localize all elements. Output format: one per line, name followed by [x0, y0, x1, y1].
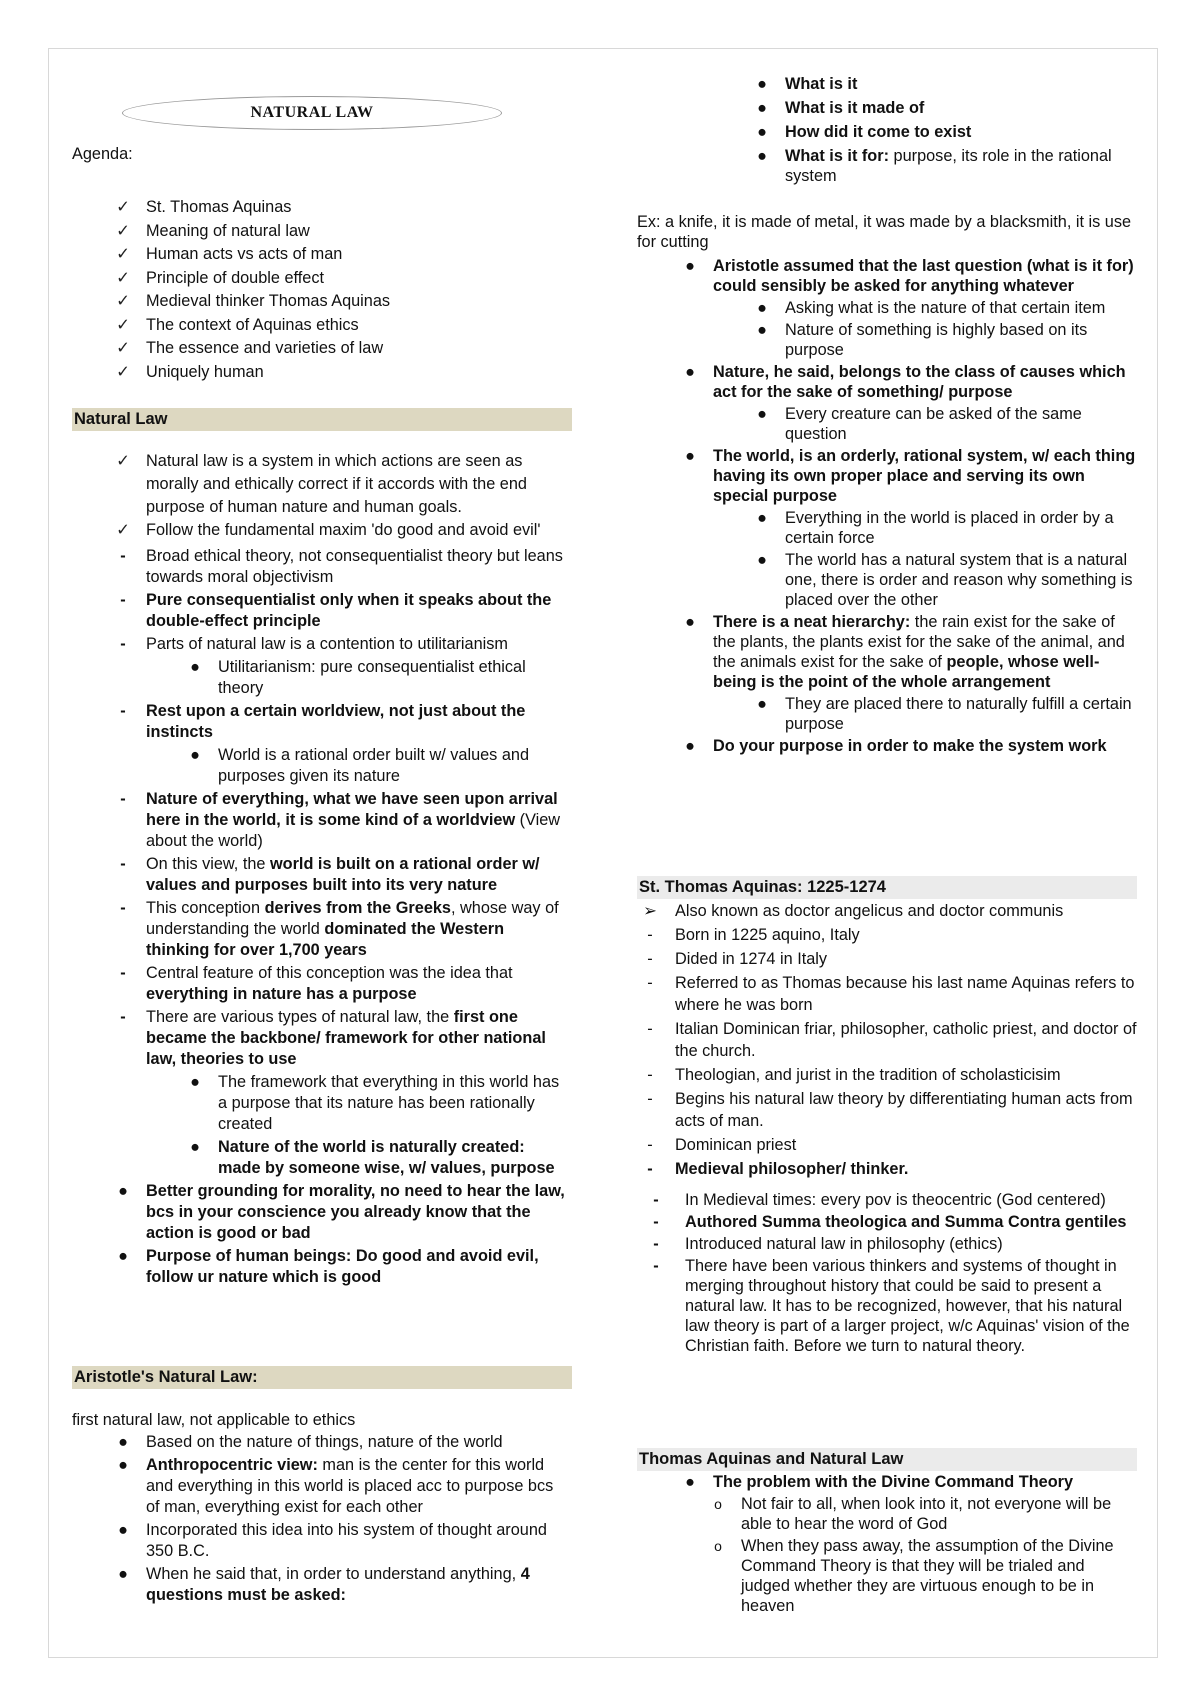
agenda-item: ✓ Uniquely human	[146, 361, 566, 385]
check-icon: ✓	[116, 292, 130, 310]
check-icon: ✓	[116, 339, 130, 357]
agenda-item: ✓ Medieval thinker Thomas Aquinas	[146, 290, 566, 314]
circle-bullet-icon: o	[714, 1496, 722, 1512]
list-item: ● What is it for: purpose, its role in the rational system	[785, 146, 1137, 186]
list-item: ● The problem with the Divine Command Theory	[713, 1472, 1137, 1492]
agenda-label: Agenda:	[72, 145, 133, 163]
list-item: ✓ Natural law is a system in which actions are seen as morally and ethically correct if it accords with the end purpose of human nature and human goals.	[146, 450, 568, 519]
bullet-icon: ●	[118, 1565, 128, 1583]
dash-icon: -	[120, 1008, 126, 1026]
bullet-icon: ●	[685, 613, 695, 631]
dash-icon: -	[647, 1066, 653, 1084]
aquinas-sub-list	[653, 1190, 1137, 1356]
list-item: ● What is it made of	[785, 98, 1137, 118]
check-icon: ✓	[116, 315, 130, 334]
agenda-item: ✓ St. Thomas Aquinas	[146, 196, 566, 220]
list-item: ● Nature, he said, belongs to the class of causes which act for the sake of something/ purpose	[713, 362, 1137, 402]
dash-icon: -	[647, 1020, 653, 1038]
list-item: - Broad ethical theory, not consequentialist theory but leans towards moral objectivism	[146, 546, 568, 588]
list-item: ● They are placed there to naturally fulfill a certain purpose	[785, 694, 1137, 734]
document-title: NATURAL LAW	[122, 96, 502, 130]
dash-icon: -	[120, 899, 126, 917]
check-icon: ✓	[116, 221, 130, 240]
list-item: - Italian Dominican friar, philosopher, catholic priest, and doctor of the church.	[675, 1018, 1137, 1062]
list-item: ● What is it	[785, 74, 1137, 94]
bullet-icon: ●	[190, 1138, 200, 1156]
bullet-icon: ●	[685, 737, 695, 755]
check-icon: ✓	[116, 268, 130, 287]
check-icon: ✓	[116, 452, 130, 470]
list-item: o Not fair to all, when look into it, not everyone will be able to hear the word of God	[741, 1494, 1137, 1534]
bullet-icon: ●	[757, 147, 767, 165]
bullet-icon: ●	[757, 99, 767, 117]
list-item: ● Based on the nature of things, nature of the world	[146, 1432, 568, 1453]
list-item: ● Nature of the world is naturally created: made by someone wise, w/ values, purpose	[218, 1137, 568, 1179]
list-item: ● Anthropocentric view: man is the center for this world and everything in this world is placed acc to purpose bcs of man, everything exist for each other	[146, 1455, 568, 1518]
check-icon: ✓	[116, 362, 130, 381]
agenda-item: ✓ The essence and varieties of law	[146, 337, 566, 361]
four-questions-list	[757, 74, 1137, 186]
arrow-icon: ➢	[643, 902, 657, 920]
dash-icon: -	[647, 950, 653, 968]
list-item: ● Aristotle assumed that the last question (what is it for) could sensibly be asked for anything whatever	[713, 256, 1137, 296]
list-item: ● Everything in the world is placed in order by a certain force	[785, 508, 1137, 548]
aquinas-list	[643, 900, 1137, 1180]
dash-icon: -	[647, 1136, 653, 1154]
bullet-icon: ●	[190, 746, 200, 764]
dash-icon: -	[653, 1257, 659, 1275]
list-item: o When they pass away, the assumption of the Divine Command Theory is that they will be trialed and judged whether they are virtuous enough to be in heaven	[741, 1536, 1137, 1616]
list-item: ● The world, is an orderly, rational system, w/ each thing having its own proper place and serving its own special purpose	[713, 446, 1137, 506]
agenda-item: ✓ Principle of double effect	[146, 267, 566, 291]
section-heading-aquinas-natural-law: Thomas Aquinas and Natural Law	[637, 1448, 1137, 1471]
list-item: - Authored Summa theologica and Summa Contra gentiles	[685, 1212, 1137, 1232]
bullet-icon: ●	[757, 123, 767, 141]
list-item: - Dominican priest	[675, 1134, 1137, 1156]
bullet-icon: ●	[757, 695, 767, 713]
dash-icon: -	[120, 964, 126, 982]
list-item: - Dided in 1274 in Italy	[675, 948, 1137, 970]
list-item: - Theologian, and jurist in the tradition of scholasticisim	[675, 1064, 1137, 1086]
list-item: ● Purpose of human beings: Do good and avoid evil, follow ur nature which is good	[146, 1246, 568, 1288]
section-heading-natural-law: Natural Law	[72, 408, 572, 431]
dash-icon: -	[653, 1191, 659, 1209]
list-item: - Nature of everything, what we have seen upon arrival here in the world, it is some kind of a worldview (View about the world)	[146, 789, 568, 852]
dash-icon: -	[120, 855, 126, 873]
list-item: - This conception derives from the Greeks, whose way of understanding the world dominated the Western thinking for over 1,700 years	[146, 898, 568, 961]
aristotle-intro: first natural law, not applicable to ethics	[72, 1411, 356, 1429]
list-item: ● Asking what is the nature of that certain item	[785, 298, 1137, 318]
bullet-icon: ●	[685, 363, 695, 381]
list-item: ● When he said that, in order to understand anything, 4 questions must be asked:	[146, 1564, 568, 1606]
dash-icon: -	[653, 1213, 659, 1231]
list-item: ✓ Follow the fundamental maxim 'do good and avoid evil'	[146, 519, 568, 542]
list-item: - Pure consequentialist only when it speaks about the double-effect principle	[146, 590, 568, 632]
aquinas-natural-law-list	[685, 1472, 1137, 1616]
bullet-icon: ●	[118, 1456, 128, 1474]
list-item: ● Do your purpose in order to make the system work	[713, 736, 1137, 756]
list-item: - Medieval philosopher/ thinker.	[675, 1158, 1137, 1180]
check-icon: ✓	[116, 198, 130, 216]
list-item: ● Better grounding for morality, no need to hear the law, bcs in your conscience you already know that the action is good or bad	[146, 1181, 568, 1244]
bullet-icon: ●	[757, 299, 767, 317]
bullet-icon: ●	[757, 75, 767, 93]
section-heading-aristotle: Aristotle's Natural Law:	[72, 1366, 572, 1389]
list-item: - There have been various thinkers and systems of thought in merging throughout history that could be said to present a natural law. It has to be recognized, however, that his natural law theory is part of a larger project, w/c Aquinas' vision of the Christian faith. Before we turn to natural theory.	[685, 1256, 1137, 1356]
dash-icon: -	[120, 547, 126, 565]
list-item: ● There is a neat hierarchy: the rain exist for the sake of the plants, the plants exist for the sake of the animal, and the animals exist for the sake of people, whose well-being is the point of the whole arrangement	[713, 612, 1137, 692]
list-item: ● Incorporated this idea into his system of thought around 350 B.C.	[146, 1520, 568, 1562]
agenda-list	[116, 196, 566, 384]
list-item: ● Nature of something is highly based on its purpose	[785, 320, 1137, 360]
list-item: - Parts of natural law is a contention to utilitarianism	[146, 634, 568, 655]
circle-bullet-icon: o	[714, 1538, 722, 1554]
dash-icon: -	[653, 1235, 659, 1253]
bullet-icon: ●	[757, 321, 767, 339]
list-item: ● Utilitarianism: pure consequentialist ethical theory	[218, 657, 568, 699]
dash-icon: -	[120, 790, 126, 808]
example-text: Ex: a knife, it is made of metal, it was made by a blacksmith, it is use for cutting	[637, 213, 1132, 251]
dash-icon: -	[647, 974, 653, 992]
aristotle-list	[118, 1432, 568, 1606]
section-heading-aquinas: St. Thomas Aquinas: 1225-1274	[637, 876, 1137, 899]
list-item: - There are various types of natural law, the first one became the backbone/ framework for other national law, theories to use	[146, 1007, 568, 1070]
check-icon: ✓	[116, 245, 130, 263]
list-item: - On this view, the world is built on a rational order w/ values and purposes built into its very nature	[146, 854, 568, 896]
list-item: - Central feature of this conception was the idea that everything in nature has a purpose	[146, 963, 568, 1005]
list-item: - Begins his natural law theory by differentiating human acts from acts of man.	[675, 1088, 1137, 1132]
agenda-item: ✓ Human acts vs acts of man	[146, 243, 566, 267]
list-item: - Born in 1225 aquino, Italy	[675, 924, 1137, 946]
dash-icon: -	[120, 635, 126, 653]
list-item: ● How did it come to exist	[785, 122, 1137, 142]
list-item: ● Every creature can be asked of the same question	[785, 404, 1137, 444]
bullet-icon: ●	[685, 1473, 695, 1491]
natural-law-list	[116, 450, 568, 1288]
list-item: ● World is a rational order built w/ values and purposes given its nature	[218, 745, 568, 787]
bullet-icon: ●	[118, 1433, 128, 1451]
agenda-item: ✓ The context of Aquinas ethics	[146, 314, 566, 338]
bullet-icon: ●	[757, 509, 767, 527]
dash-icon: -	[647, 1160, 653, 1178]
dash-icon: -	[647, 926, 653, 944]
check-icon: ✓	[116, 521, 130, 539]
bullet-icon: ●	[685, 257, 695, 275]
bullet-icon: ●	[757, 405, 767, 423]
bullet-icon: ●	[757, 551, 767, 569]
agenda-item: ✓ Meaning of natural law	[146, 220, 566, 244]
dash-icon: -	[120, 591, 126, 609]
list-item: ➢ Also known as doctor angelicus and doctor communis	[675, 900, 1137, 922]
list-item: - In Medieval times: every pov is theocentric (God centered)	[685, 1190, 1137, 1210]
dash-icon: -	[647, 1090, 653, 1108]
dash-icon: -	[120, 702, 126, 720]
bullet-icon: ●	[685, 447, 695, 465]
list-item: ● The framework that everything in this world has a purpose that its nature has been rationally created	[218, 1072, 568, 1135]
list-item: ● The world has a natural system that is a natural one, there is order and reason why something is placed over the other	[785, 550, 1137, 610]
bullet-icon: ●	[190, 658, 200, 676]
list-item: - Introduced natural law in philosophy (ethics)	[685, 1234, 1137, 1254]
aristotle-detail-list	[685, 256, 1137, 756]
bullet-icon: ●	[118, 1521, 128, 1539]
bullet-icon: ●	[190, 1073, 200, 1091]
list-item: - Referred to as Thomas because his last name Aquinas refers to where he was born	[675, 972, 1137, 1016]
bullet-icon: ●	[118, 1182, 128, 1200]
list-item: - Rest upon a certain worldview, not just about the instincts	[146, 701, 568, 743]
bullet-icon: ●	[118, 1247, 128, 1265]
